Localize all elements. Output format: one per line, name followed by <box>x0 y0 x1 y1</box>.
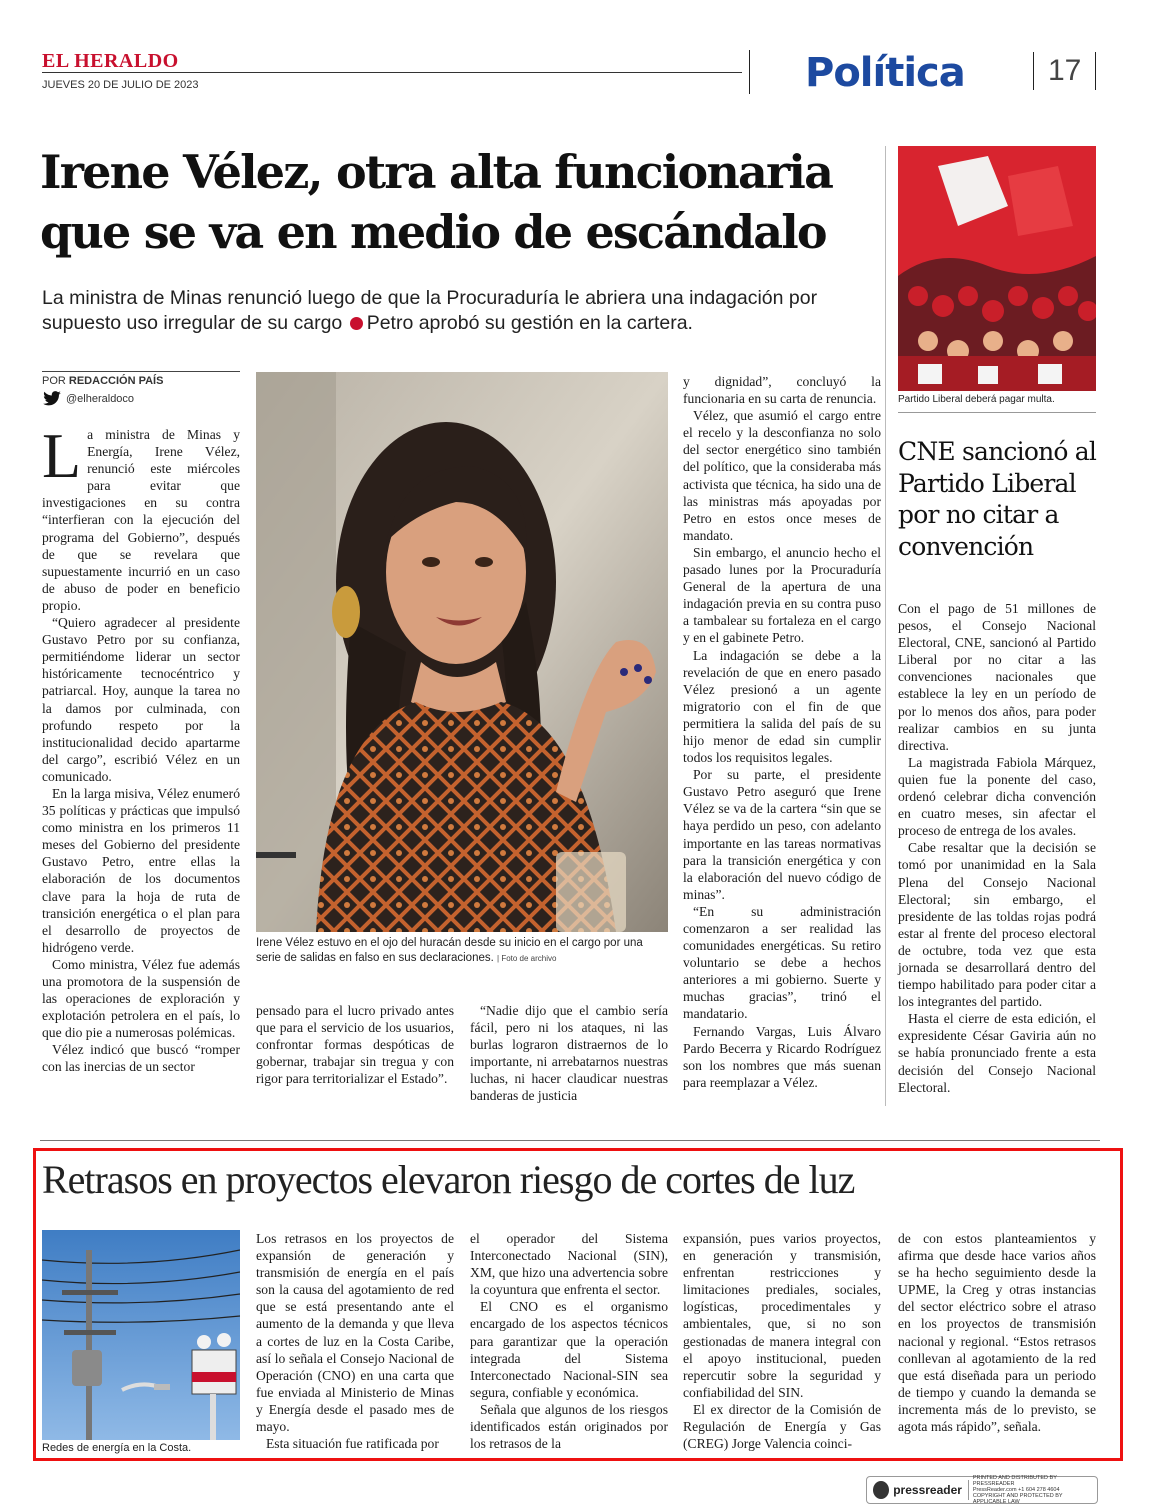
paragraph: Los retrasos en los proyectos de expansión de generación y transmisión de energía en el país son la causa del agotamiento de red que se está presentando ante el aumento de la demanda y que lleva a cortes de luz en la Costa Caribe, así lo señala el Consejo Nacional de Operación (CNO) en una carta que fue enviada al Ministerio de Minas y Energía desde el pasado mes de mayo. <box>256 1231 454 1435</box>
paragraph: El CNO es el organismo encargado de los aspectos técnicos para garantizar que la operación integrada del Sistema Interconectado Nacional-SIN sea segura, confiable y económica. <box>470 1299 668 1400</box>
paragraph: Cabe resaltar que la decisión se tomó por unanimidad en la Sala Plena del Consejo Nacional Electoral; sin embargo, el presidente de las toldas rojas podrá estar al frente del proceso electoral de octubre, toda vez que esta jornada se desarrollará dentro del tiempo habilitado para poder citar a los integrantes del partido. <box>898 840 1096 1010</box>
photo-credit: | Foto de archivo <box>497 954 557 963</box>
paragraph: “Nadie dijo que el cambio sería fácil, pero ni los ataques, ni las burlas lograron distraernos de lo importante, ni arrebatarnos nuestras luchas, ni hacer claudicar nuestras banderas de justicia <box>470 1003 668 1104</box>
main-subhead <box>42 286 882 336</box>
subhead-text-1: La ministra de Minas renunció luego de que la Procuraduría le abriera una indagación por supuesto uso irregular de su cargo <box>42 287 818 334</box>
bottom-article-column-1 <box>256 1230 454 1452</box>
paragraph: Vélez indicó que buscó “romper con las inercias de un sector <box>42 1042 240 1075</box>
main-headline-line2: que se va en medio de escándalo <box>40 205 826 259</box>
pressreader-fine-print: PRINTED AND DISTRIBUTED BY PRESSREADER PressReader.com +1 604 278 4604 COPYRIGHT AND PROTECTED BY APPLICABLE LAW <box>972 1475 1063 1505</box>
header-vertical-divider <box>1095 52 1096 90</box>
subhead-text-2: Petro aprobó su gestión en la cartera. <box>366 312 693 334</box>
main-article-column-1 <box>42 420 240 1076</box>
paragraph: Esta situación fue ratificada por <box>266 1436 439 1452</box>
twitter-handle: @elheraldoco <box>66 393 135 405</box>
main-photo-caption <box>256 936 668 966</box>
paragraph: expansión, pues varios proyectos, en generación y transmisión, enfrentan restricciones y limitaciones prediales, sociales, logísticas, procedimentales y ambientales, que, si no son gestionadas de manera integral con el apoyo institucional, pueden repercutir sobre la seguridad y confiabilidad del SIN. <box>683 1231 881 1400</box>
bullet-icon <box>350 317 363 330</box>
paragraph: El ex director de la Comisión de Regulación de Energía y Gas (CREG) Jorge Valencia coinci- <box>683 1401 881 1452</box>
sidebar-divider <box>885 146 886 1106</box>
main-headline-line1: Irene Vélez, otra alta funcionaria <box>40 145 833 199</box>
bottom-photo-power-lines <box>42 1230 240 1440</box>
pressreader-badge[interactable] <box>866 1476 1098 1504</box>
header-vertical-divider <box>1033 52 1034 90</box>
caption-text: Irene Vélez estuvo en el ojo del huracán desde su inicio en el cargo por una serie de salidas en falso en sus declaraciones. <box>256 937 643 964</box>
paragraph: Hasta el cierre de esta edición, el expresidente César Gaviria aún no se había pronunciado frente a esta decisión del Consejo Nacional Electoral. <box>898 1011 1096 1095</box>
paragraph: Vélez, que asumió el cargo entre el recelo y la desconfianza no solo del sector energético sino también del político, que la consideraba más activista que técnica, ha sido una de las ministras más apoyadas por Petro en estos once meses de mandato. <box>683 408 881 543</box>
publication-date: JUEVES 20 DE JULIO DE 2023 <box>42 79 199 91</box>
paragraph: Señala que algunos de los riesgos identificados están originados por los retrasos de la <box>470 1401 668 1452</box>
header-divider <box>42 72 742 73</box>
page-number: 17 <box>1048 54 1082 87</box>
main-article-column-2 <box>256 1002 454 1087</box>
paragraph: “Quiero agradecer al presidente Gustavo Petro por su confianza, permitiéndome liderar un sector históricamente tecnocéntrico y patriarcal. Hoy, aunque la tarea no la damos por culminada, con profundo respeto por la institucionalidad decido apartarme del cargo”, escribió Vélez en un comunicado. <box>42 615 240 784</box>
main-article-column-4 <box>683 373 881 1091</box>
header-vertical-divider <box>749 50 750 94</box>
byline-author: REDACCIÓN PAÍS <box>68 375 164 387</box>
bottom-article-column-2 <box>470 1230 668 1452</box>
byline <box>42 375 163 387</box>
paragraph: Fernando Vargas, Luis Álvaro Pardo Becerra y Ricardo Rodríguez son los nombres que más suenan para reemplazar a Vélez. <box>683 1023 881 1090</box>
paragraph: y dignidad”, concluyó la funcionaria en su carta de renuncia. <box>683 374 881 407</box>
paragraph: a ministra de Minas y Energía, Irene Vélez, renunció este miércoles para evitar que investigaciones en su contra “interfieran con la ejecución del programa del Gobierno”, después de que se revelara que supuestamente incurrió en un caso de abuso de poder en beneficio propio. <box>42 427 240 613</box>
drop-cap: L <box>42 420 82 491</box>
sidebar-rule <box>898 412 1096 413</box>
paragraph: En la larga misiva, Vélez enumeró 35 políticas y prácticas que impulsó como ministra en los primeros 11 meses del Gobierno del presidente Gustavo Petro, entre ellas la elaboración de los documentos clave para la hoja de ruta de transición energética o el plan para el desarrollo de proyectos de hidrógeno verde. <box>42 785 240 955</box>
paragraph: pensado para el lucro privado antes que para el servicio de los usuarios, confrontar formas despóticas de gobernar, trabajar sin tregua y con rigor para territorializar el Estado”. <box>256 1003 454 1087</box>
pressreader-separator <box>968 1480 969 1500</box>
bottom-article-rule <box>40 1140 1100 1141</box>
masthead-logo: EL HERALDO <box>42 50 179 72</box>
main-photo-irene-velez <box>256 372 668 932</box>
bottom-photo-caption: Redes de energía en la Costa. <box>42 1442 192 1454</box>
paragraph: Sin embargo, el anuncio hecho el pasado lunes por la Procuraduría General de la apertura de una indagación previa en su contra puso a tambalear su fortaleza en el cargo y en el gabinete Petro. <box>683 544 881 646</box>
paragraph: el operador del Sistema Interconectado Nacional (SIN), XM, que hizo una advertencia sobre la coyuntura que enfrenta el sector. <box>470 1231 668 1298</box>
bottom-article-column-3 <box>683 1230 881 1452</box>
section-title: Política <box>805 50 965 96</box>
paragraph: La indagación se debe a la revelación de que en enero pasado Vélez presionó a un agente migratorio con el fin de que permitiera la salida del país de su hijo menor de edad sin cumplir todos los requisitos legales. <box>683 647 881 766</box>
twitter-handle-row <box>42 391 134 407</box>
paragraph: “En su administración comenzaron a ser realidad las comunidades energéticas. Su retiro voluntario se debe a hechos anteriores a mi gobierno. Suerte y muchas gracias”, trinó el mandatario. <box>683 903 881 1022</box>
sidebar-photo-partido-liberal <box>898 146 1096 391</box>
paragraph: de con estos planteamientos y afirma que desde hace varios años se ha hecho seguimiento desde la UPME, la Creg y otras instancias del sector eléctrico sobre el atraso en los proyectos de transmisión nacional y regional. “Estos retrasos conllevan al agotamiento de la red que está diseñada para un periodo de tiempo y cuando la demanda se incrementa más de lo previsto, se agota más rápido”, señala. <box>898 1231 1096 1435</box>
bottom-article-column-4 <box>898 1230 1096 1435</box>
byline-divider <box>42 371 240 372</box>
paragraph: Como ministra, Vélez fue además una promotora de la suspensión de las operaciones de exploración y explotación petrolera en el país, lo que dio pie a numerosas polémicas. <box>42 956 240 1041</box>
sidebar-article-body <box>898 600 1096 1096</box>
sidebar-headline: CNE sancionó al Partido Liberal por no citar a convención <box>898 437 1097 561</box>
paragraph: La magistrada Fabiola Márquez, quien fue la ponente del caso, ordenó celebrar dicha convención en cuatro meses, sin afectar el proceso de entrega de los avales. <box>898 754 1096 839</box>
paragraph: Por su parte, el presidente Gustavo Petro aseguró que Irene Vélez se va de la cartera “sin que se haya perdido un peso, con adelanto importante en las tareas normativas para la transición energética y con la elaboración del nuevo código de minas”. <box>683 767 881 902</box>
twitter-bird-icon <box>42 391 62 407</box>
paragraph: Con el pago de 51 millones de pesos, el Consejo Nacional Electoral, CNE, sancionó al Partido Liberal por no citar a las convenciones nacionales que establece la ley en un período de por lo menos dos años, para poder realizar cambios en su junta directiva. <box>898 601 1096 753</box>
main-headline <box>40 142 890 262</box>
sidebar-photo-caption: Partido Liberal deberá pagar multa. <box>898 394 1055 405</box>
pressreader-icon <box>873 1481 889 1499</box>
main-article-column-3 <box>470 1002 668 1105</box>
pressreader-brand: pressreader <box>893 1483 962 1497</box>
bottom-headline: Retrasos en proyectos elevaron riesgo de cortes de luz <box>42 1157 855 1202</box>
byline-prefix: POR <box>42 375 66 387</box>
